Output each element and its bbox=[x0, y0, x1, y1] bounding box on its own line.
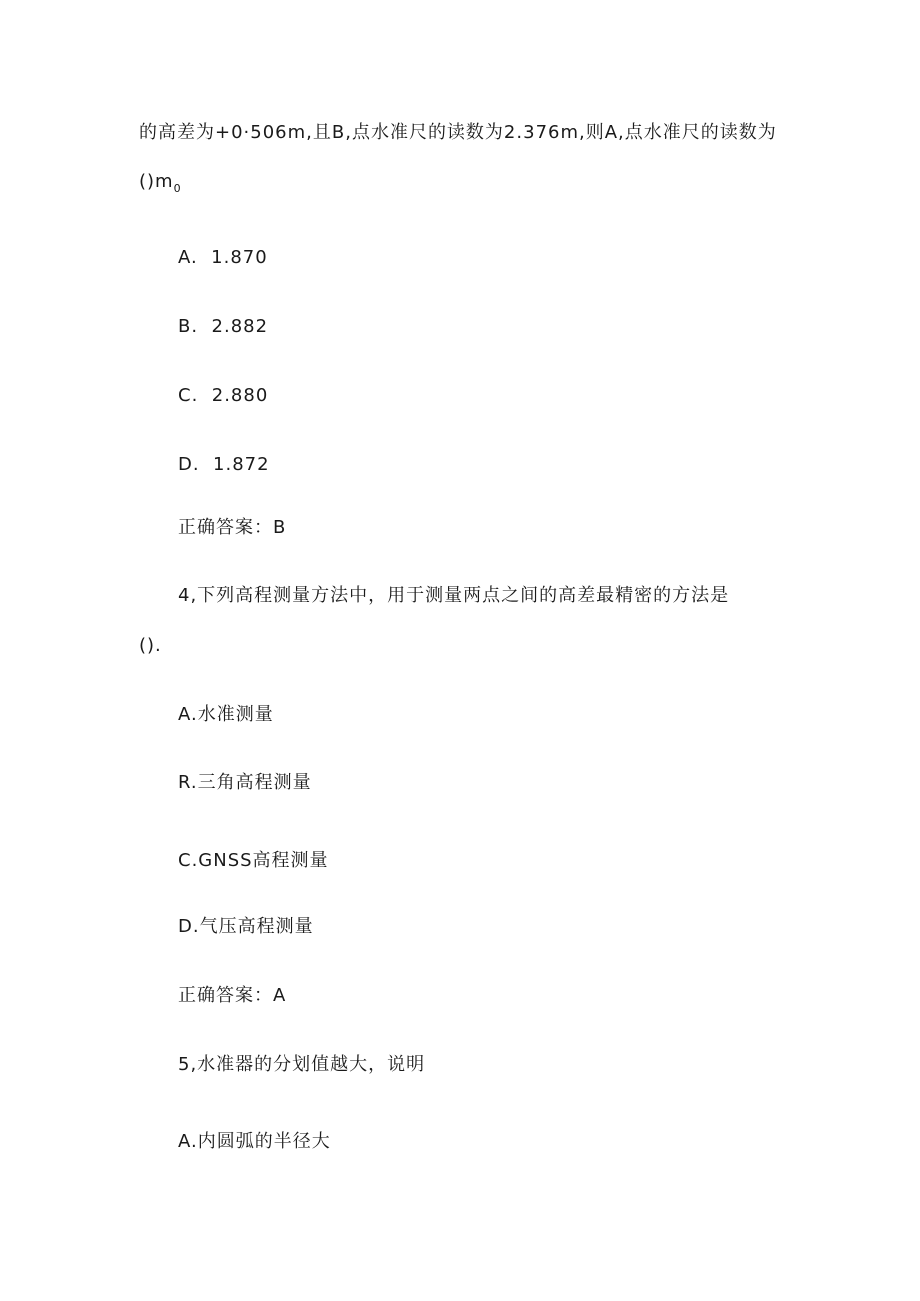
q3-option-a bbox=[178, 246, 268, 270]
q3-option-c-text: 2.880 bbox=[211, 385, 269, 406]
q4-option-a: A.水准测量 bbox=[178, 704, 274, 725]
q4-answer: 正确答案：A bbox=[178, 985, 287, 1006]
q3-stem-line-2 bbox=[139, 170, 181, 196]
q4-option-c: C.GNSS高程测量 bbox=[178, 850, 329, 871]
q3-option-d-label: D. bbox=[178, 454, 200, 475]
q3-stem-line-1: 的高差为+0·506m,且B,点水准尺的读数为2.376m,则A,点水准尺的读数为 bbox=[139, 122, 777, 143]
q3-answer: 正确答案：B bbox=[178, 517, 287, 538]
q3-option-d-text: 1.872 bbox=[213, 454, 270, 475]
q4-option-d: D.气压高程测量 bbox=[178, 916, 314, 937]
q3-option-c-label: C. bbox=[178, 385, 199, 406]
q4-stem-line-2: (). bbox=[139, 635, 162, 656]
q5-option-a: A.内圆弧的半径大 bbox=[178, 1131, 331, 1152]
q3-option-b-text: 2.882 bbox=[211, 316, 269, 337]
q3-stem-line-2-text: ()m bbox=[139, 171, 174, 192]
q3-option-b-label: B. bbox=[178, 316, 199, 337]
q3-option-a-label: A. bbox=[178, 247, 198, 268]
q3-option-a-text: 1.870 bbox=[211, 247, 268, 268]
q3-option-d bbox=[178, 453, 270, 477]
q4-stem-line-1: 4,下列高程测量方法中，用于测量两点之间的高差最精密的方法是 bbox=[178, 585, 730, 606]
q3-option-c bbox=[178, 384, 268, 408]
q5-stem-line-1: 5,水准器的分划值越大，说明 bbox=[178, 1054, 426, 1075]
q4-option-b: R.三角高程测量 bbox=[178, 772, 312, 793]
q3-option-b bbox=[178, 315, 268, 339]
q3-stem-subscript: 0 bbox=[173, 182, 181, 195]
